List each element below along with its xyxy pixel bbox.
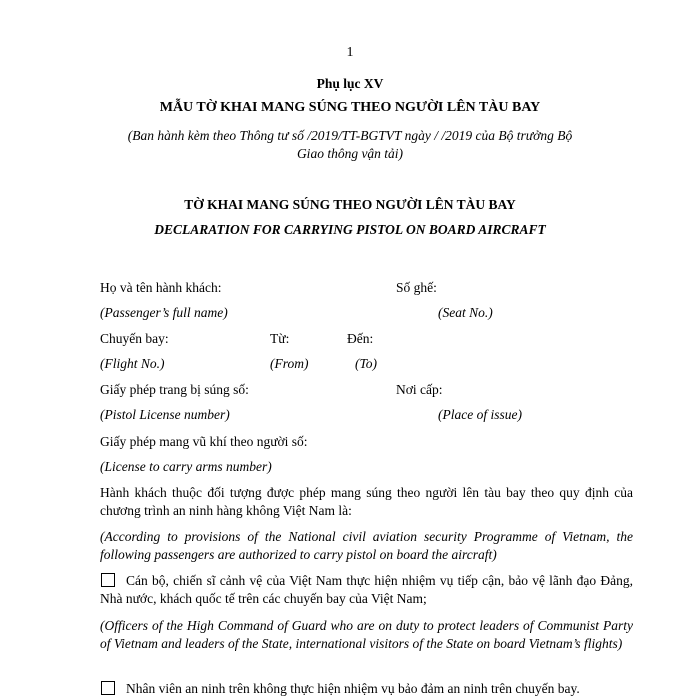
provision-text-vi: Hành khách thuộc đối tượng được phép mang súng theo người lên tàu bay theo quy định của chương trình an ninh hàng không Việt Nam là: <box>100 485 633 518</box>
arms-license-label: Giấy phép mang vũ khí theo người số: <box>100 434 308 449</box>
appendix-label: Phụ lục XV <box>316 76 384 91</box>
seat-label: Số ghế: <box>396 280 437 295</box>
seat-label-en: (Seat No.) <box>438 305 493 320</box>
flight-label: Chuyến bay: <box>100 331 169 346</box>
pistol-license-label-en: (Pistol License number) <box>100 407 230 422</box>
arms-license-label-en: (License to carry arms number) <box>100 459 272 474</box>
place-of-issue-label: Nơi cấp: <box>396 382 443 397</box>
from-label-en: (From) <box>270 356 309 371</box>
from-label: Từ: <box>270 331 290 346</box>
form-title: MẪU TỜ KHAI MANG SÚNG THEO NGƯỜI LÊN TÀU BAY <box>159 100 541 115</box>
option-1-text-vi: Cán bộ, chiến sĩ cảnh vệ của Việt Nam thực hiện nhiệm vụ tiếp cận, bảo vệ lãnh đạo Đảng, Nhà nước, khách quốc tế trên các chuyến bay của Việt Nam; <box>100 573 633 606</box>
option-2-checkbox[interactable] <box>101 681 115 695</box>
passenger-name-label: Họ và tên hành khách: <box>100 280 222 295</box>
declaration-title-en: DECLARATION FOR CARRYING PISTOL ON BOARD AIRCRAFT <box>154 222 546 237</box>
issued-note-line1: (Ban hành kèm theo Thông tư số /2019/TT-BGTVT ngày / /2019 của Bộ trưởng Bộ <box>127 128 573 143</box>
option-1-text-en: (Officers of the High Command of Guard who are on duty to protect leaders of Communist Party of Vietnam and leaders of the State, international visitors of the State on board Vietnam’s flights) <box>100 618 633 651</box>
place-of-issue-label-en: (Place of issue) <box>438 407 522 422</box>
to-label-en: (To) <box>355 356 378 371</box>
pistol-license-label: Giấy phép trang bị súng số: <box>100 382 249 397</box>
to-label: Đến: <box>347 331 374 346</box>
declaration-title-vi: TỜ KHAI MANG SÚNG THEO NGƯỜI LÊN TÀU BAY <box>184 197 516 212</box>
page-number: 1 <box>346 45 354 60</box>
flight-label-en: (Flight No.) <box>100 356 165 371</box>
provision-text-en: (According to provisions of the National civil aviation security Programme of Vietnam, the following passengers are authorized to carry pistol on board the aircraft) <box>100 529 633 562</box>
passenger-name-label-en: (Passenger’s full name) <box>100 305 228 320</box>
option-2-text-vi: Nhân viên an ninh trên không thực hiện nhiệm vụ bảo đảm an ninh trên chuyến bay. <box>126 681 580 696</box>
issued-note-line2: Giao thông vận tải) <box>296 146 404 161</box>
